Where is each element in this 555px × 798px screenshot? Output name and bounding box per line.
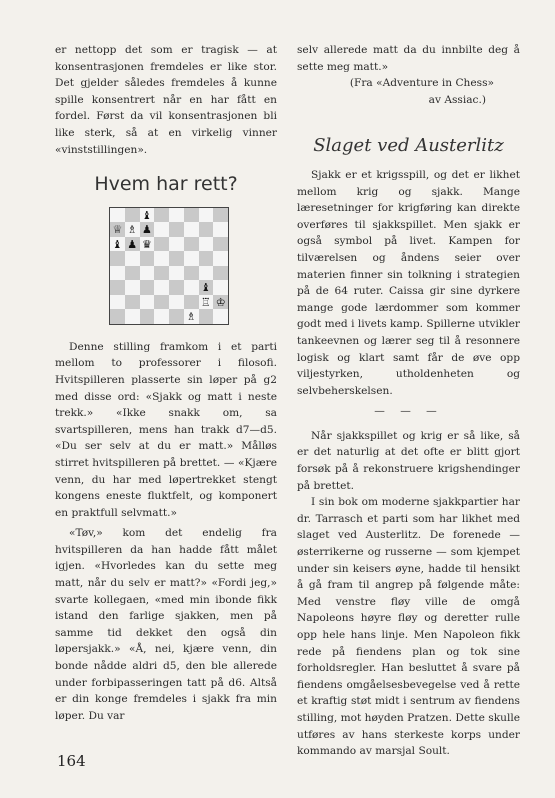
chess-piece: ♝	[141, 208, 152, 222]
chess-square	[125, 222, 140, 237]
chess-piece: ♛	[141, 237, 152, 251]
chess-square	[125, 251, 140, 266]
chess-square	[199, 237, 214, 252]
chess-square	[140, 208, 155, 223]
chess-square	[125, 295, 140, 310]
chess-piece: ♟	[141, 223, 152, 236]
chess-square	[140, 266, 155, 281]
chess-square	[169, 208, 184, 223]
chess-square	[213, 295, 228, 310]
left-column	[55, 42, 277, 724]
chess-piece: ♕	[112, 223, 123, 236]
chess-square	[125, 266, 140, 281]
paragraph: Denne stilling framkom i et parti mellom to professorer i filosofi. Hvitspilleren plasserte sin løper på g2 med disse ord: «Sjakk og matt i neste trekk.» «Ikke snakk om, sa svartspilleren, mens han trakk d7—d5. «Du ser selv at du er matt.» Målløs stirret hvitspilleren på brettet. — «Kjære venn, du har med løpertrekket stengt kongens eneste fluktfelt, og komponert en praktfull selvmatt.»	[55, 340, 277, 519]
chess-square	[199, 208, 214, 223]
section-heading-slaget-ved-austerlitz: Slaget ved Austerlitz	[313, 135, 504, 157]
paragraph: Sjakk er et krigsspill, og det er likhet mellom krig og sjakk. Mange læresetninger for krigføring kan direkte overføres til sjakkspillet. Men sjakk er også symbol på livet. Kampen for tilværelsen og åndens seier over materien finner sin tolkning i strategien på de 64 ruter. Caissa gir sine dyrkere mange gode lærdommer som kommer godt med i livets kamp. Spillerne utvikler tankeevnen og lærer seg til å resonnere logisk og klart samt får de øve opp viljestyrken, utholdenheten og selvbeherskelsen.	[297, 168, 520, 397]
chess-piece: ♔	[215, 295, 226, 309]
chess-piece: ♝	[200, 281, 211, 294]
section-divider: — — —	[374, 405, 443, 418]
chess-square	[184, 280, 199, 295]
attribution-line: (Fra «Adventure in Chess»	[349, 77, 494, 90]
chess-board	[109, 207, 229, 325]
chess-square	[169, 280, 184, 295]
chess-square	[169, 251, 184, 266]
section-heading-hvem-har-rett: Hvem har rett?	[94, 173, 238, 196]
chess-square	[154, 309, 169, 324]
chess-square	[199, 266, 214, 281]
chess-square	[213, 237, 228, 252]
chess-square	[154, 222, 169, 237]
chess-square	[213, 309, 228, 324]
chess-square	[154, 295, 169, 310]
chess-square	[110, 251, 125, 266]
chess-square	[125, 309, 140, 324]
chess-piece: ♝	[112, 237, 123, 251]
chess-square	[140, 222, 155, 237]
chess-square	[184, 237, 199, 252]
chess-square	[184, 251, 199, 266]
chess-square	[110, 222, 125, 237]
chess-square	[110, 309, 125, 324]
chess-square	[154, 280, 169, 295]
chess-square	[199, 251, 214, 266]
chess-square	[140, 280, 155, 295]
chess-square	[199, 222, 214, 237]
attribution-line: av Assiac.)	[428, 93, 486, 106]
chess-square	[154, 237, 169, 252]
chess-piece: ♗	[127, 223, 138, 236]
chess-square	[184, 266, 199, 281]
chess-square	[213, 280, 228, 295]
paragraph: Når sjakkspillet og krig er så like, så er det naturlig at det ofte er blitt gjort forsøk på å rekonstruere krigshendinger på brettet.	[297, 429, 520, 492]
chess-square	[154, 266, 169, 281]
intro-paragraph: selv allerede matt da du innbilte deg å sette meg matt.»	[297, 44, 520, 73]
chess-square	[140, 295, 155, 310]
chess-square	[169, 309, 184, 324]
chess-square	[125, 208, 140, 223]
chess-piece: ♖	[200, 295, 211, 309]
chess-diagram	[109, 207, 229, 325]
chess-square	[184, 222, 199, 237]
chess-square	[184, 208, 199, 223]
chess-square	[169, 222, 184, 237]
chess-square	[140, 309, 155, 324]
chess-square	[125, 280, 140, 295]
chess-square	[169, 295, 184, 310]
chess-square	[110, 266, 125, 281]
chess-square	[199, 295, 214, 310]
chess-square	[154, 251, 169, 266]
chess-square	[213, 222, 228, 237]
chess-square	[110, 280, 125, 295]
chess-square	[213, 266, 228, 281]
page-number: 164	[57, 752, 86, 770]
chess-square	[213, 208, 228, 223]
chess-square	[184, 295, 199, 310]
chess-square	[110, 208, 125, 223]
chess-piece: ♟	[127, 237, 138, 251]
chess-square	[199, 309, 214, 324]
chess-square	[169, 266, 184, 281]
chess-square	[140, 237, 155, 252]
chess-square	[110, 295, 125, 310]
chess-square	[213, 251, 228, 266]
chess-square	[169, 237, 184, 252]
chess-square	[184, 309, 199, 324]
chess-square	[125, 237, 140, 252]
right-column	[297, 42, 520, 760]
chess-square	[110, 237, 125, 252]
paragraph: I sin bok om moderne sjakkpartier har dr. Tarrasch et parti som har likhet med slaget ved Austerlitz. De forenede — østerrikerne og russerne — som kjempet under sin keisers øyne, hadde til hensikt å gå fram til angrep på følgende måte: Med venstre fløy ville de omgå Napoleons høyre fløy og deretter rulle opp hele hans linje. Men Napoleon fikk rede på fiendens plan og tok sine forholdsregler. Han besluttet å svare på fiendens omgåelsesbevegelse ved å rette et kraftig støt midt i sentrum av fiendens stilling, mot høyden Pratzen. Dette skulle utføres av hans sterkeste korps under kommando av marsjal Soult.	[297, 496, 520, 758]
paragraph: «Tøv,» kom det endelig fra hvitspilleren da han hadde fått målet igjen. «Hvorledes kan du sette meg matt, når du selv er matt?» «Fordi jeg,» svarte kollegaen, «med min ibonde fikk istand den farlige sjakken, men på samme tid dekket den også din løpersjakk.» «Å, nei, kjære venn, din bonde nådde aldri d5, den ble allerede under forbipasseringen tatt på d6. Altså er din konge fremdeles i sjakk fra min løper. Du var	[55, 527, 277, 722]
chess-piece: ♗	[186, 310, 197, 323]
chess-square	[199, 280, 214, 295]
intro-paragraph: er nettopp det som er tragisk — at konsentrasjonen fremdeles er like stor. Det gjelder således fremdeles å kunne spille konsentrert når en har fått en fordel. Først da vil konsentrasjonen bli like sterk, så at en virkelig vinner «vinststillingen».	[55, 44, 277, 156]
chess-square	[154, 208, 169, 223]
chess-square	[140, 251, 155, 266]
